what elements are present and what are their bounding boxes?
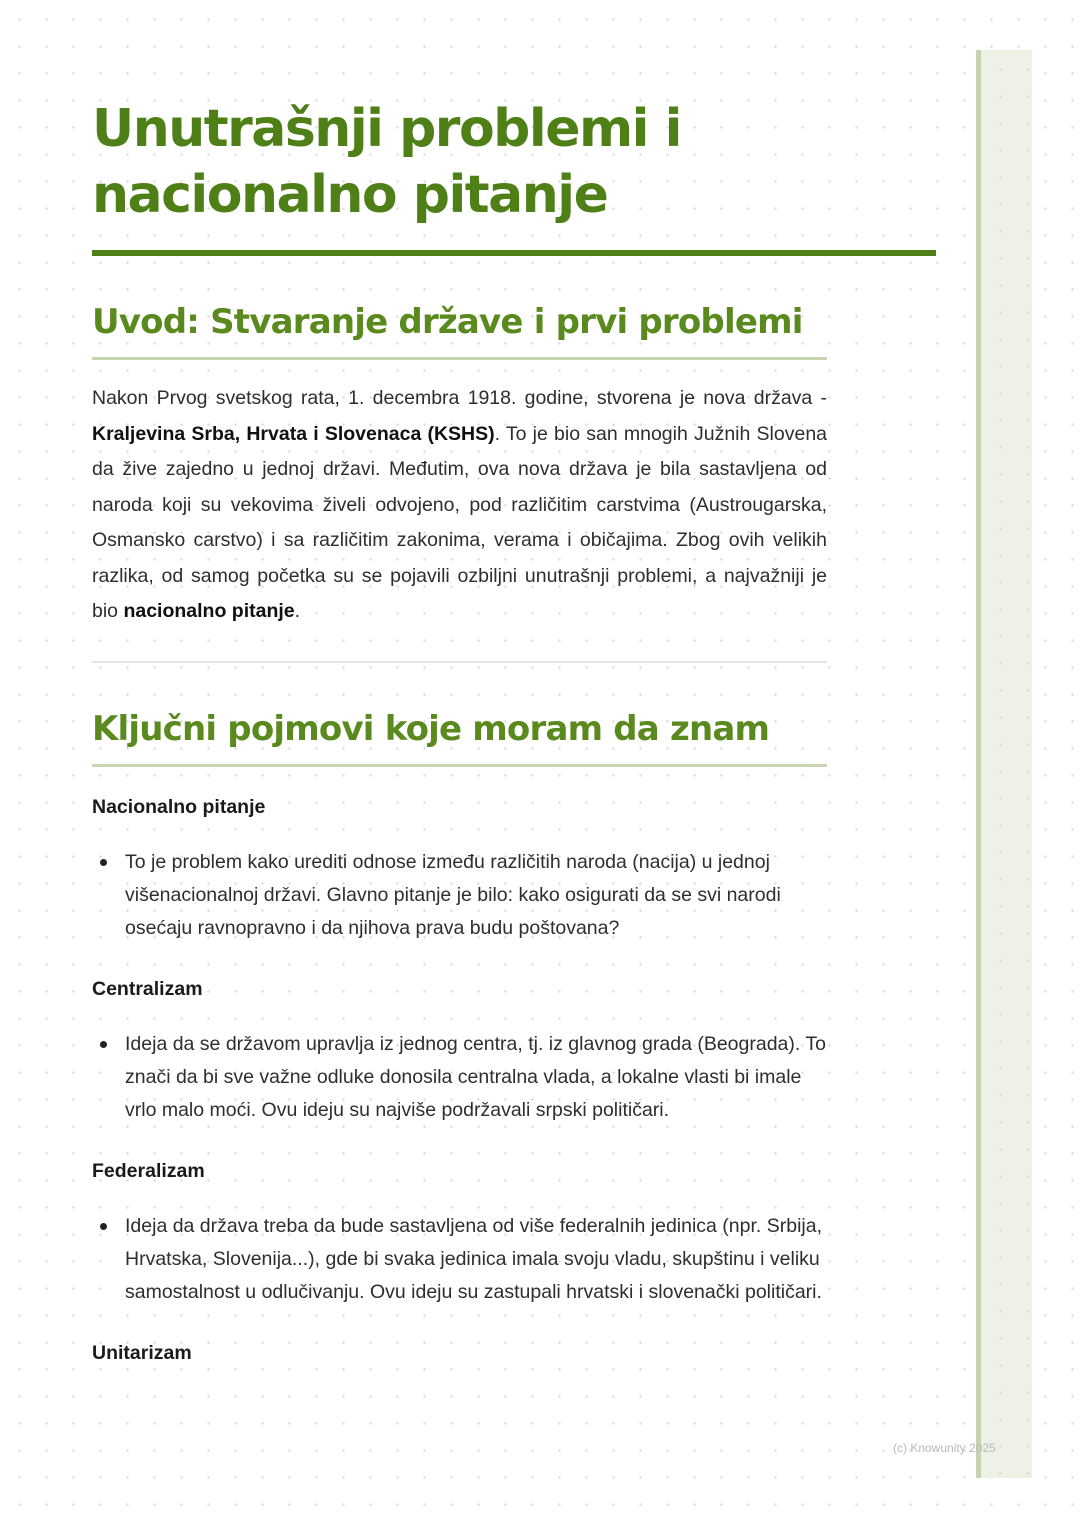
title-underline: [92, 250, 936, 256]
bullet-dot-icon: [100, 1041, 107, 1048]
term-heading: Nacionalno pitanje: [92, 795, 266, 818]
term-heading: Federalizam: [92, 1159, 205, 1182]
bullet-dot-icon: [100, 1223, 107, 1230]
document-content: [92, 96, 827, 1365]
term-definition: Ideja da se državom upravlja iz jednog centra, tj. iz glavnog grada (Beograda). To znači da bi sve važne odluke donosila centralna vlada, a lokalne vlasti bi imale vrlo malo moći. Ovu ideju su najviše podržavali srpski političari.: [125, 1032, 826, 1121]
intro-heading: Uvod: Stvaranje države i prvi problemi: [92, 302, 803, 342]
intro-text-3: .: [294, 600, 301, 622]
page-title-line-2: nacionalno pitanje: [92, 165, 608, 225]
bullet-dot-icon: [100, 859, 107, 866]
intro-text-2: . To je bio san mnogih Južnih Slovena da žive zajedno u jednoj državi. Međutim, ova nova država je bila sastavljena od naroda koji su vekovima živeli odvojeno, pod različitim carstvima (Austrougarska, Osmansko carstvo) i sa različitim zakonima, verama i običajima. Zbog ovih velikih razlika, od samog početka su se pojavili ozbiljni unutrašnji problemi, a najvažniji je bio: [92, 422, 828, 622]
term-bullet: [92, 846, 827, 945]
page-sidebar-strip: [976, 50, 1032, 1478]
copyright-footer: (c) Knowunity 2025: [893, 1441, 996, 1455]
section-divider: [92, 661, 827, 663]
intro-bold-national-question: nacionalno pitanje: [123, 600, 295, 622]
intro-paragraph: [92, 381, 827, 630]
terms-heading: Ključni pojmovi koje moram da znam: [92, 708, 770, 749]
intro-text-1: Nakon Prvog svetskog rata, 1. decembra 1918. godine, stvorena je nova država -: [92, 387, 827, 409]
intro-bold-kshs: Kraljevina Srba, Hrvata i Slovenaca (KSHS): [92, 422, 495, 445]
term-heading: Unitarizam: [92, 1341, 192, 1364]
page-title-line-1: Unutrašnji problemi i: [92, 99, 681, 159]
terms-heading-underline: [92, 764, 827, 767]
intro-heading-underline: [92, 357, 827, 360]
term-definition: Ideja da država treba da bude sastavljena od više federalnih jedinica (npr. Srbija, Hrvatska, Slovenija...), gde bi svaka jedinica imala svoju vladu, skupštinu i veliku samostalnost u odlučivanju. Ovu ideju su zastupali hrvatski i slovenački političari.: [125, 1214, 823, 1303]
term-bullet: [92, 1028, 827, 1127]
term-bullet: [92, 1210, 827, 1309]
term-definition: To je problem kako urediti odnose između različitih naroda (nacija) u jednoj višenacionalnoj državi. Glavno pitanje je bilo: kako osigurati da se svi narodi osećaju ravnopravno i da njihova prava budu poštovana?: [125, 850, 781, 939]
page-title: [92, 96, 936, 228]
term-heading: Centralizam: [92, 977, 203, 1000]
